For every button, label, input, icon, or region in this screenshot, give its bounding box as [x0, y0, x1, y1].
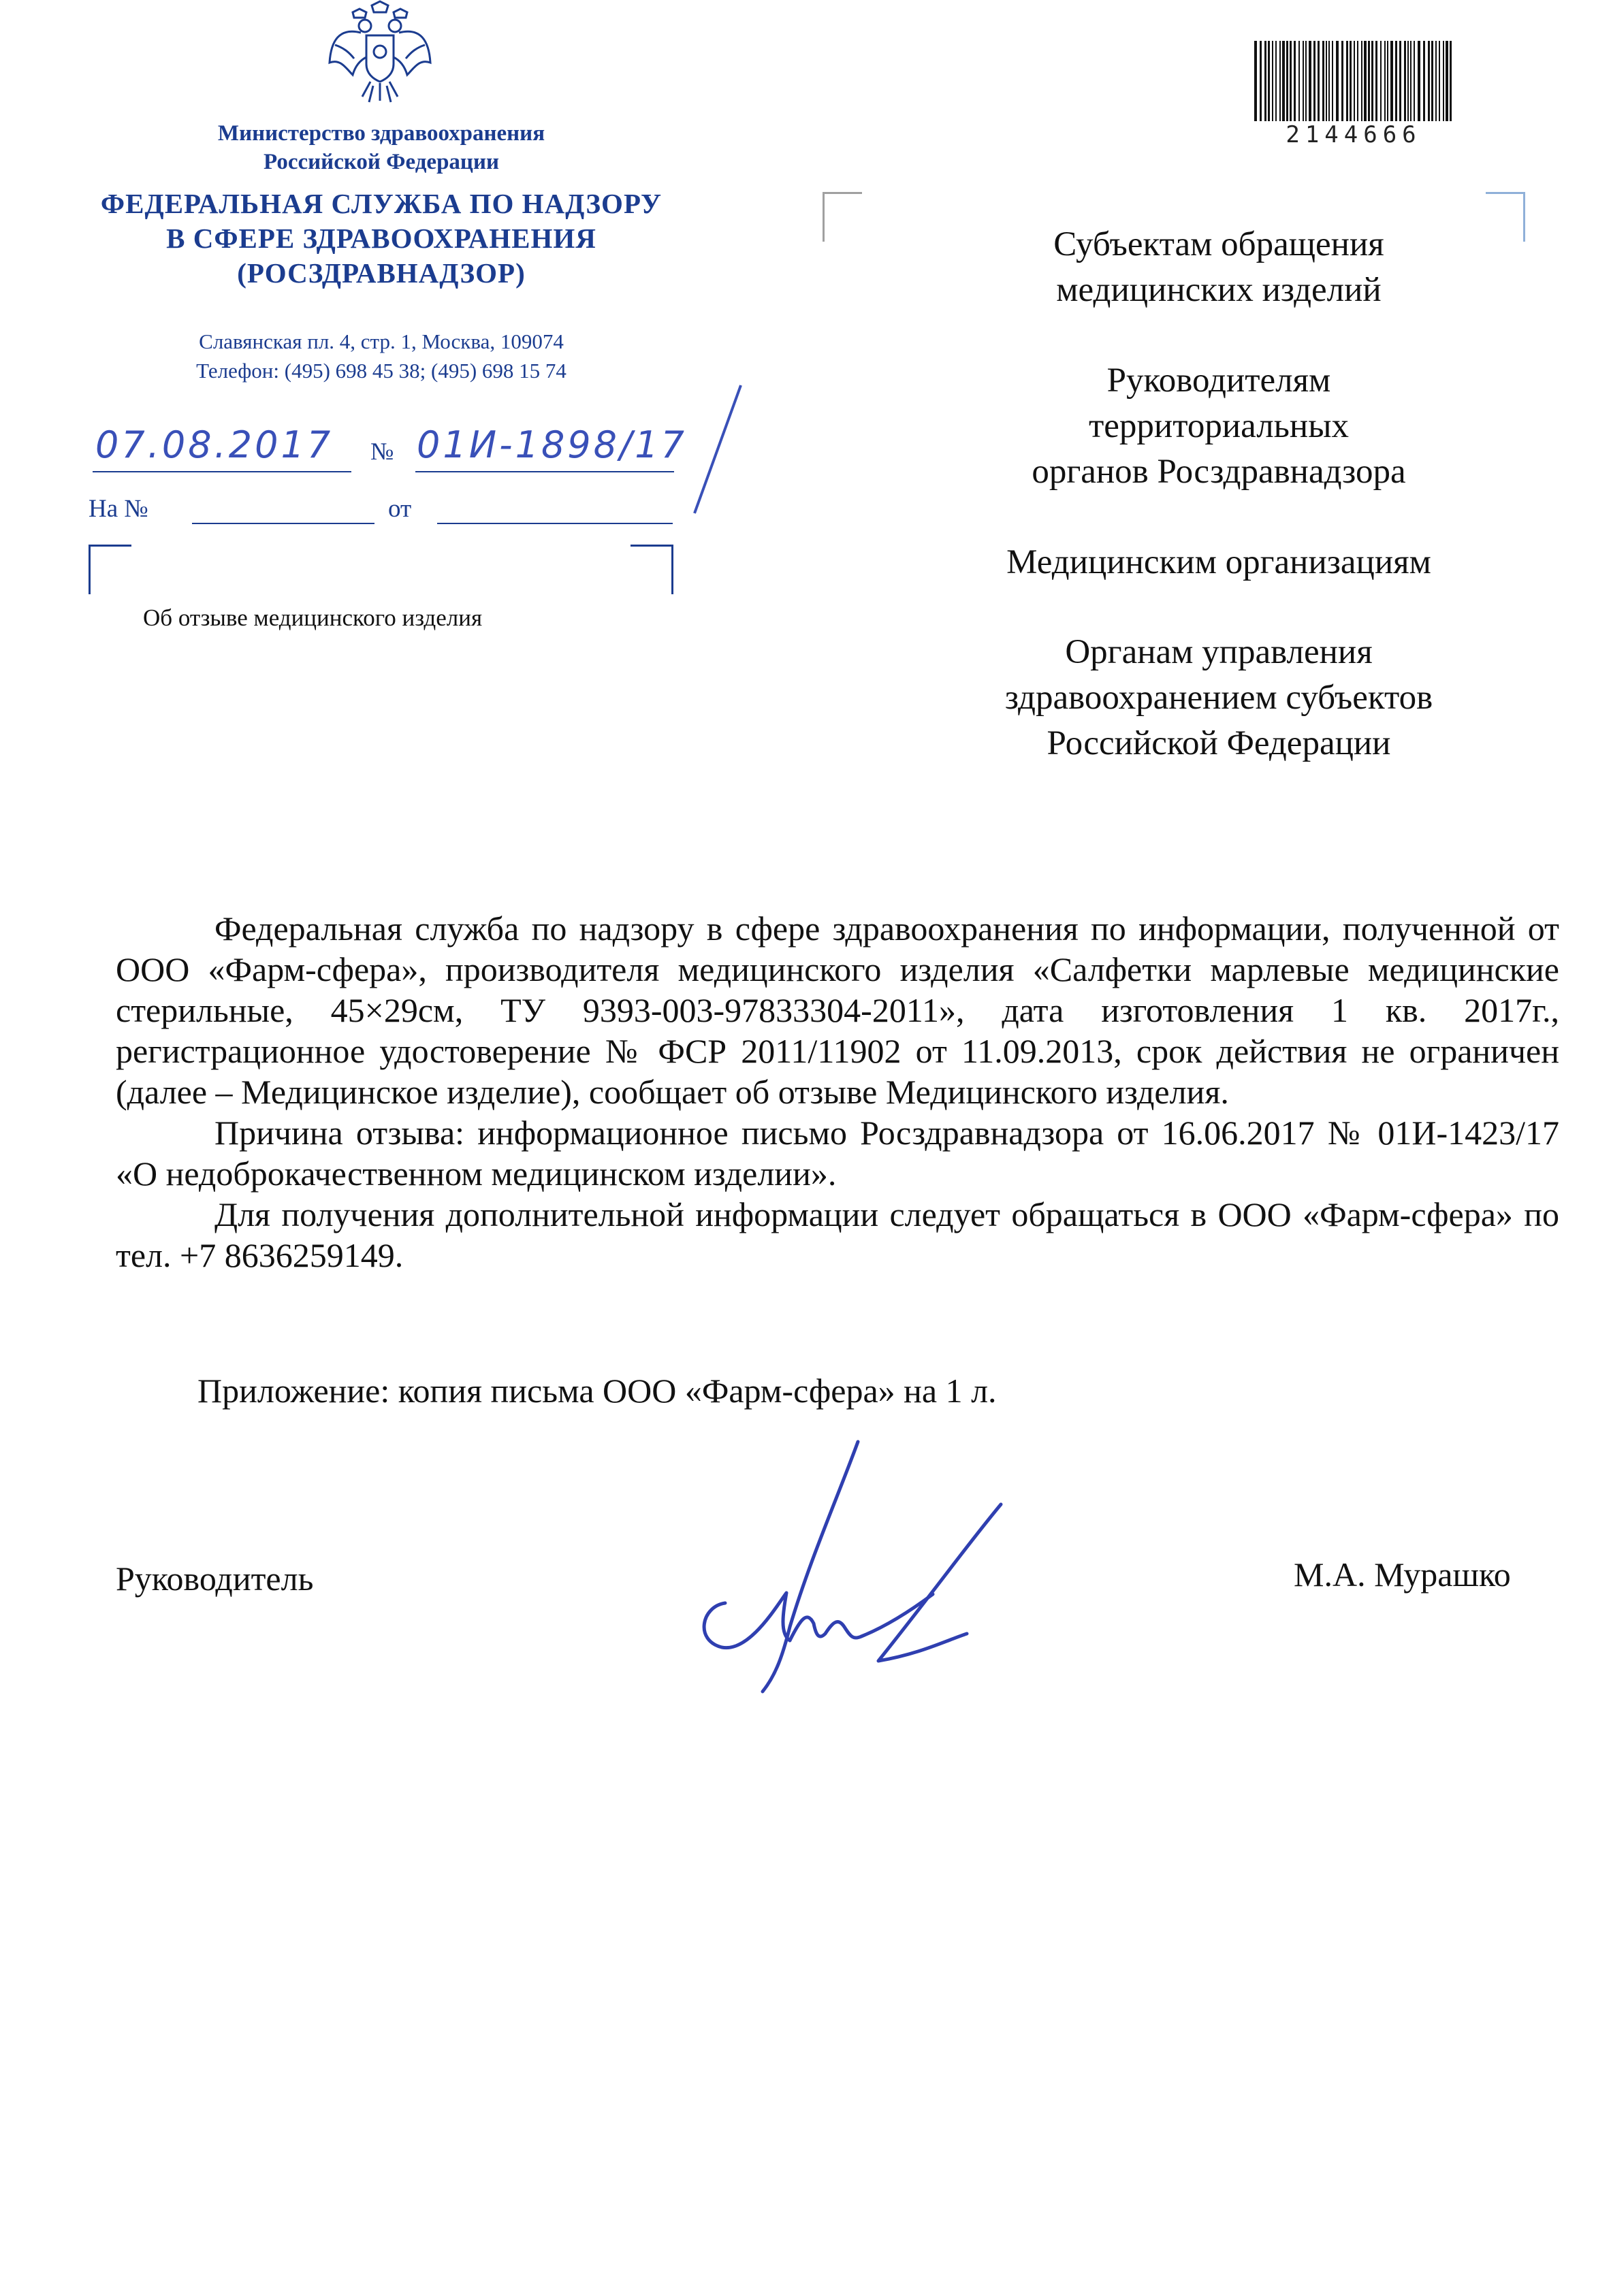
- handwritten-signature: [674, 1436, 1015, 1695]
- outgoing-number-underline: [415, 471, 674, 472]
- reference-date-label: от: [388, 495, 412, 523]
- barcode-bar: [1371, 41, 1373, 121]
- handwritten-slash-mark: [688, 381, 749, 517]
- attachment-note: Приложение: копия письма ООО «Фарм-сфера» на 1 л.: [197, 1372, 997, 1410]
- barcode-bar: [1303, 41, 1304, 121]
- barcode-number: 2144666: [1286, 121, 1422, 148]
- addressee-line: медицинских изделий: [1056, 271, 1382, 309]
- barcode-bar: [1290, 41, 1292, 121]
- barcode-bar: [1260, 41, 1262, 121]
- barcode-bar: [1431, 41, 1433, 121]
- service-name-line-2: В СФЕРЕ ЗДРАВООХРАНЕНИЯ: [166, 223, 596, 254]
- barcode-bar: [1282, 41, 1285, 121]
- barcode-bar: [1341, 41, 1343, 121]
- barcode-bar: [1364, 41, 1367, 121]
- addressee-line: Субъектам обращения: [1053, 225, 1384, 263]
- subject-corner-left: [89, 545, 131, 594]
- barcode-bar: [1410, 41, 1411, 121]
- addressee-line: территориальных: [1089, 407, 1349, 445]
- addressee-group: [926, 540, 1512, 585]
- service-name-line-1: ФЕДЕРАЛЬНАЯ СЛУЖБА ПО НАДЗОРУ: [100, 188, 663, 219]
- signatory-title: Руководитель: [116, 1559, 314, 1598]
- barcode-bar: [1272, 41, 1273, 121]
- barcode-bar: [1346, 41, 1348, 121]
- barcode-bar: [1328, 41, 1330, 121]
- service-phone: Телефон: (495) 698 45 38; (495) 698 15 74: [196, 359, 567, 383]
- barcode-bar: [1418, 41, 1420, 121]
- service-address: Славянская пл. 4, стр. 1, Москва, 109074: [199, 329, 564, 353]
- barcode-bar: [1446, 41, 1448, 121]
- barcode-icon: [1251, 41, 1456, 121]
- outgoing-date: 07.08.2017: [95, 423, 334, 466]
- barcode-bar: [1439, 41, 1440, 121]
- barcode-bar: [1332, 41, 1333, 121]
- barcode-bar: [1279, 41, 1281, 121]
- barcode-bar: [1404, 41, 1406, 121]
- barcode-bar: [1322, 41, 1324, 121]
- barcode-bar: [1298, 41, 1300, 121]
- addressee-line: Органам управления: [1065, 633, 1373, 671]
- barcode-bar: [1450, 41, 1452, 121]
- addressee-line: Российской Федерации: [1047, 724, 1391, 762]
- russian-coat-of-arms-icon: [325, 0, 434, 109]
- signatory-name: М.А. Мурашко: [1294, 1555, 1511, 1594]
- barcode-bar: [1375, 41, 1377, 121]
- reference-number-blank: [192, 523, 374, 524]
- barcode-bar: [1384, 41, 1386, 121]
- addressee-group: [926, 630, 1512, 766]
- barcode-bar: [1354, 41, 1355, 121]
- addressee-line: Руководителям: [1106, 361, 1331, 400]
- addressee-group: [926, 358, 1512, 495]
- barcode-bar: [1414, 41, 1415, 121]
- barcode-bar: [1423, 41, 1425, 121]
- barcode-bar: [1435, 41, 1437, 121]
- barcode-bar: [1380, 41, 1382, 121]
- barcode-bar: [1357, 41, 1358, 121]
- barcode-bar: [1275, 41, 1277, 121]
- barcode-bar: [1313, 41, 1315, 121]
- subject-corner-right: [631, 545, 673, 594]
- barcode-bar: [1390, 41, 1393, 121]
- outgoing-date-underline: [93, 471, 351, 472]
- barcode-bar: [1254, 41, 1257, 121]
- barcode-bar: [1395, 41, 1397, 121]
- barcode-bar: [1268, 41, 1270, 121]
- addressee-line: Медицинским организациям: [1006, 543, 1431, 581]
- letter-body: [116, 908, 1559, 1276]
- addressee-line: здравоохранением субъектов: [1004, 679, 1433, 717]
- barcode-bar: [1264, 41, 1266, 121]
- reference-date-blank: [437, 523, 673, 524]
- addressee-line: органов Росздравнадзора: [1032, 453, 1406, 491]
- ministry-name-line-1: Министерство здравоохранения: [217, 121, 545, 146]
- body-paragraph: Причина отзыва: информационное письмо Росздравнадзора от 16.06.2017 № 01И-1423/17 «О недоброкачественном медицинском изделии».: [116, 1114, 1559, 1193]
- barcode-bar: [1399, 41, 1401, 121]
- addressee-group: [926, 222, 1512, 313]
- barcode-bar: [1443, 41, 1444, 121]
- barcode-bar: [1294, 41, 1296, 121]
- ministry-name-line-2: Российской Федерации: [264, 150, 499, 174]
- barcode-bar: [1350, 41, 1352, 121]
- barcode-bar: [1305, 41, 1307, 121]
- barcode-bar: [1318, 41, 1320, 121]
- barcode-bar: [1286, 41, 1288, 121]
- outgoing-number: 01И-1898/17: [417, 423, 687, 466]
- addressee-corner-left: [823, 192, 862, 242]
- barcode-bar: [1326, 41, 1327, 121]
- service-name-line-3: (РОСЗДРАВНАДЗОР): [237, 257, 526, 289]
- body-paragraph: Федеральная служба по надзору в сфере здравоохранения по информации, полученной от ООО «Фарм-сфера», производителя медицинского изделия «Салфетки марлевые медицинские стерильные, 45×29см, ТУ 9393-003-97833304-2011», дата изготовления 1 кв. 2017г., регистрационное удостоверение № ФСР 2011/11902 от 11.09.2013, срок действия не ограничен (далее – Медицинское изделие), сообщает об отзыве Медицинского изделия.: [116, 909, 1559, 1111]
- barcode-bar: [1361, 41, 1362, 121]
- barcode-bar: [1407, 41, 1409, 121]
- barcode-bar: [1336, 41, 1339, 121]
- barcode-bar: [1387, 41, 1388, 121]
- outgoing-number-sign: №: [370, 438, 394, 465]
- barcode-bar: [1309, 41, 1311, 121]
- body-paragraph: Для получения дополнительной информации следует обращаться в ООО «Фарм-сфера» по тел. +7 8636259149.: [116, 1195, 1559, 1274]
- reference-number-label: На №: [89, 495, 148, 523]
- letter-subject: Об отзыве медицинского изделия: [143, 604, 483, 631]
- barcode-bar: [1428, 41, 1430, 121]
- barcode-bar: [1368, 41, 1370, 121]
